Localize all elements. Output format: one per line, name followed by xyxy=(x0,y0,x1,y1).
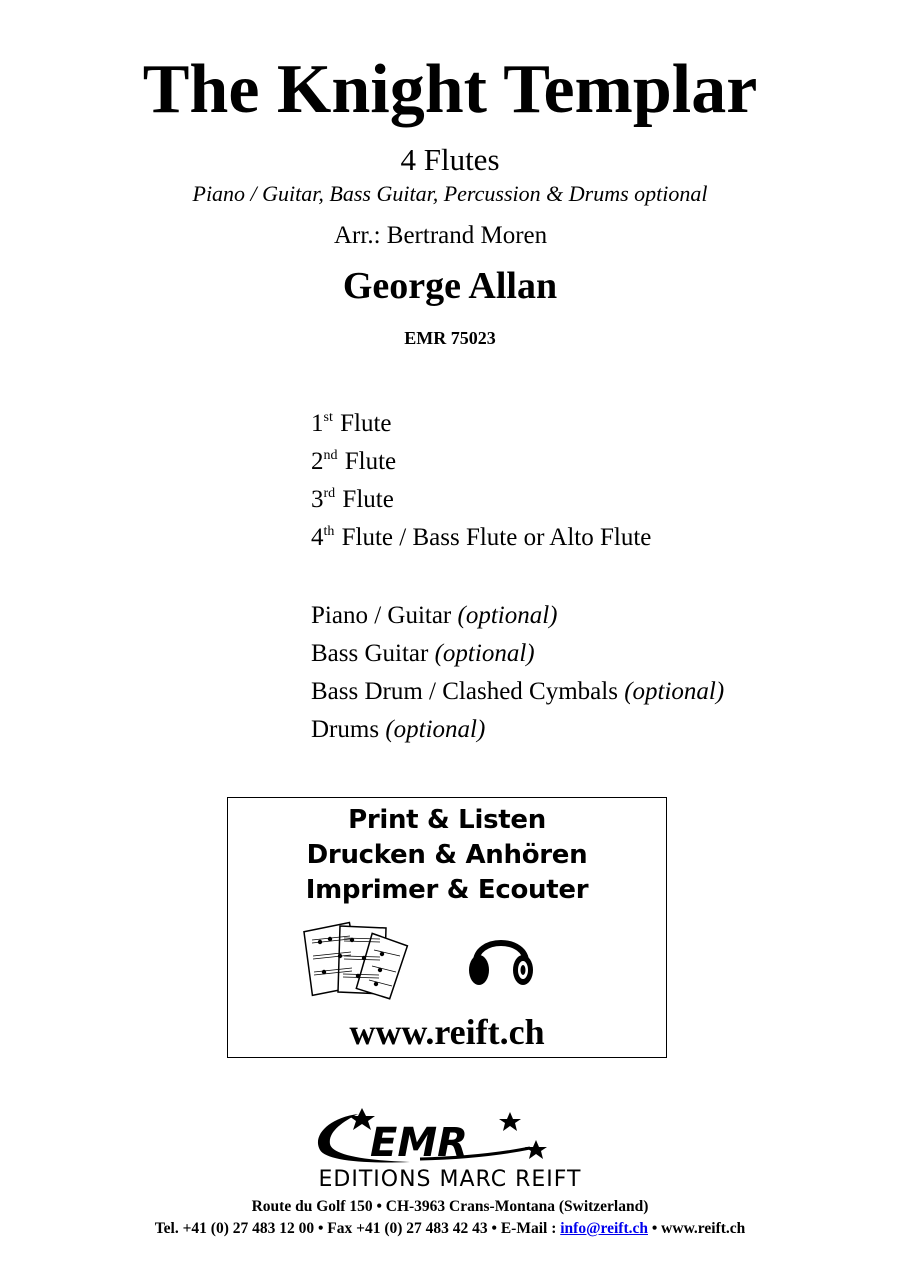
catalog-number: EMR 75023 xyxy=(404,328,496,348)
promo-line-german: Drucken & Anhören xyxy=(306,840,588,870)
optional-part-item xyxy=(311,677,724,707)
promo-line-french: Imprimer & Ecouter xyxy=(305,875,589,905)
composer-name: George Allan xyxy=(342,265,558,307)
part-item xyxy=(311,523,651,557)
headphones-icon xyxy=(466,922,536,992)
part-item xyxy=(311,447,396,481)
optional-note: (optional) xyxy=(457,602,558,629)
optional-part-name: Drums xyxy=(311,716,380,743)
contact-phone-fax: Tel. +41 (0) 27 483 12 00 • Fax +41 (0) 27 483 42 43 • E-Mail : xyxy=(154,1220,561,1237)
part-label: Flute / Bass Flute or Alto Flute xyxy=(335,524,652,551)
emr-logo xyxy=(300,1104,600,1166)
publisher-name: EDITIONS MARC REIFT xyxy=(318,1167,582,1192)
instrumentation-subtitle: 4 Flutes xyxy=(400,142,500,177)
contact-website[interactable]: • www.reift.ch xyxy=(648,1220,746,1237)
contact-line xyxy=(0,1219,900,1239)
part-ordinal: st xyxy=(323,410,333,425)
part-item xyxy=(311,409,392,443)
page-title: The Knight Templar xyxy=(142,51,758,128)
optional-part-item xyxy=(311,639,535,669)
optional-part-name: Piano / Guitar xyxy=(311,602,452,629)
optional-note: (optional) xyxy=(385,716,486,743)
part-label: Flute xyxy=(338,448,397,475)
optional-part-name: Bass Drum / Clashed Cymbals xyxy=(311,678,618,705)
promo-line-english: Print & Listen xyxy=(348,805,546,835)
optional-note: (optional) xyxy=(434,640,535,667)
website-link[interactable]: www.reift.ch xyxy=(349,1012,545,1052)
part-number: 4 xyxy=(311,524,324,551)
email-link[interactable]: info@reift.ch xyxy=(560,1220,648,1237)
publisher-address: Route du Golf 150 • CH-3963 Crans-Montana (Switzerland) xyxy=(251,1198,649,1215)
part-ordinal: th xyxy=(323,524,335,539)
optional-part-item xyxy=(311,601,558,631)
part-label: Flute xyxy=(336,486,394,513)
part-number: 3 xyxy=(311,486,324,513)
part-number: 2 xyxy=(311,448,324,475)
part-ordinal: nd xyxy=(323,448,338,463)
optional-part-name: Bass Guitar xyxy=(311,640,429,667)
part-number: 1 xyxy=(311,410,324,437)
part-item xyxy=(311,485,394,519)
optional-part-item xyxy=(311,715,485,745)
part-label: Flute xyxy=(333,410,392,437)
emr-logo-text: EMR xyxy=(370,1120,468,1166)
sheet-music-icon xyxy=(300,920,412,1000)
optional-instruments-line: Piano / Guitar, Bass Guitar, Percussion & Drums optional xyxy=(192,181,708,206)
arranger-credit: Arr.: Bertrand Moren xyxy=(334,222,548,249)
part-ordinal: rd xyxy=(323,486,336,501)
print-listen-box xyxy=(227,797,667,1058)
optional-note: (optional) xyxy=(624,678,725,705)
